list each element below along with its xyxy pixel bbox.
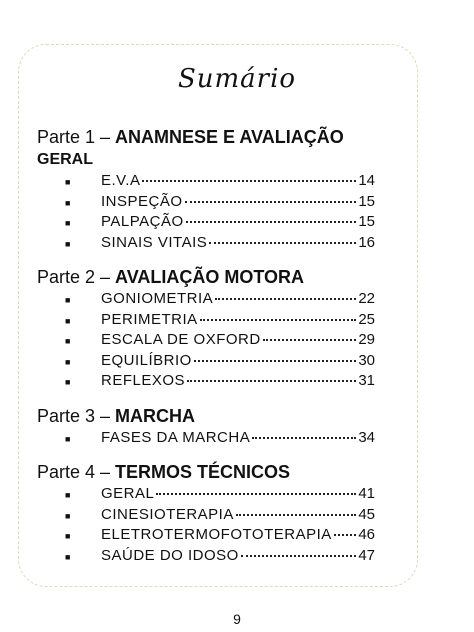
entry-page-number: 47: [358, 546, 375, 564]
entry-label: EQUILÍBRIO: [101, 351, 192, 369]
bullet-icon: ■: [65, 197, 71, 208]
toc-entry: [37, 506, 375, 527]
entry-label: INSPEÇÃO: [101, 192, 183, 210]
section-prefix: Parte 2 –: [37, 267, 116, 287]
dot-leader: [186, 221, 357, 223]
dot-leader: [236, 514, 356, 516]
toc-entry: [37, 526, 375, 547]
entry-page-number: 25: [358, 310, 375, 328]
bullet-icon: ■: [65, 510, 71, 521]
entry-label: ELETROTERMOFOTOTERAPIA: [101, 526, 332, 543]
toc-entry: [37, 311, 375, 332]
page-number: 9: [233, 611, 241, 627]
dot-leader: [156, 493, 356, 495]
toc-entry: [37, 234, 375, 255]
section-title: TERMOS TÉCNICOS: [115, 462, 291, 482]
toc-section: [37, 461, 375, 567]
bullet-icon: ■: [65, 551, 71, 562]
toc-section: [37, 266, 375, 393]
entry-label: PERIMETRIA: [101, 310, 198, 328]
entry-label: SINAIS VITAIS: [101, 233, 208, 251]
table-of-contents: [37, 126, 375, 579]
toc-title: Sumário: [177, 64, 297, 94]
dot-leader: [252, 437, 356, 439]
section-title: AVALIAÇÃO MOTORA: [115, 267, 305, 287]
bullet-icon: ■: [65, 295, 71, 305]
entry-label: GONIOMETRIA: [101, 290, 214, 307]
entry-label: E.V.A: [101, 172, 141, 189]
toc-entry: [37, 193, 375, 214]
bullet-icon: ■: [65, 218, 71, 228]
section-title-continued: GERAL: [37, 151, 93, 168]
dot-leader: [187, 380, 356, 382]
entry-label: PALPAÇÃO: [101, 213, 184, 230]
entry-label: FASES DA MARCHA: [101, 428, 251, 446]
section-heading: [37, 126, 375, 148]
bullet-icon: ■: [65, 177, 71, 187]
dot-leader: [142, 180, 356, 182]
bullet-icon: ■: [65, 531, 71, 541]
dot-leader: [200, 319, 357, 321]
section-title: ANAMNESE E AVALIAÇÃO: [115, 127, 344, 147]
dot-leader: [209, 242, 356, 244]
entry-page-number: 22: [358, 290, 375, 307]
bullet-icon: ■: [65, 490, 71, 500]
toc-entry: [37, 485, 375, 506]
section-heading: [37, 405, 375, 427]
entry-page-number: 15: [358, 192, 375, 210]
dot-leader: [334, 534, 357, 536]
section-prefix: Parte 4 –: [37, 462, 116, 482]
dot-leader: [241, 555, 356, 557]
entry-page-number: 41: [358, 485, 375, 502]
bullet-icon: ■: [65, 238, 71, 249]
bullet-icon: ■: [65, 377, 71, 387]
bullet-icon: ■: [65, 433, 71, 444]
bullet-icon: ■: [65, 336, 71, 346]
section-prefix: Parte 1 –: [37, 127, 116, 147]
section-heading: [37, 266, 375, 288]
toc-entry: [37, 331, 375, 352]
dot-leader: [263, 339, 357, 341]
dot-leader: [215, 298, 356, 300]
entry-label: GERAL: [101, 485, 155, 502]
entry-page-number: 15: [358, 213, 375, 230]
entry-label: REFLEXOS: [101, 372, 186, 389]
toc-entry: [37, 172, 375, 193]
entry-page-number: 31: [358, 372, 375, 389]
toc-entry: [37, 290, 375, 311]
toc-entry: [37, 547, 375, 568]
entry-label: CINESIOTERAPIA: [101, 505, 234, 523]
entry-page-number: 45: [358, 505, 375, 523]
entry-page-number: 16: [358, 233, 375, 251]
toc-entry: [37, 352, 375, 373]
toc-section: [37, 405, 375, 450]
entry-page-number: 14: [358, 172, 375, 189]
entry-page-number: 30: [358, 351, 375, 369]
toc-entry: [37, 213, 375, 234]
entry-page-number: 29: [358, 331, 375, 348]
entry-page-number: 34: [358, 428, 375, 446]
toc-section: [37, 126, 375, 254]
entry-label: ESCALA DE OXFORD: [101, 331, 261, 348]
toc-entry: [37, 429, 375, 450]
section-title: MARCHA: [115, 405, 196, 426]
entry-page-number: 46: [358, 526, 375, 543]
section-heading: [37, 461, 375, 483]
bullet-icon: ■: [65, 356, 71, 367]
section-prefix: Parte 3 –: [37, 405, 116, 426]
dot-leader: [185, 201, 357, 203]
dot-leader: [194, 360, 356, 362]
bullet-icon: ■: [65, 315, 71, 326]
entry-label: SAÚDE DO IDOSO: [101, 546, 239, 564]
toc-entry: [37, 372, 375, 393]
